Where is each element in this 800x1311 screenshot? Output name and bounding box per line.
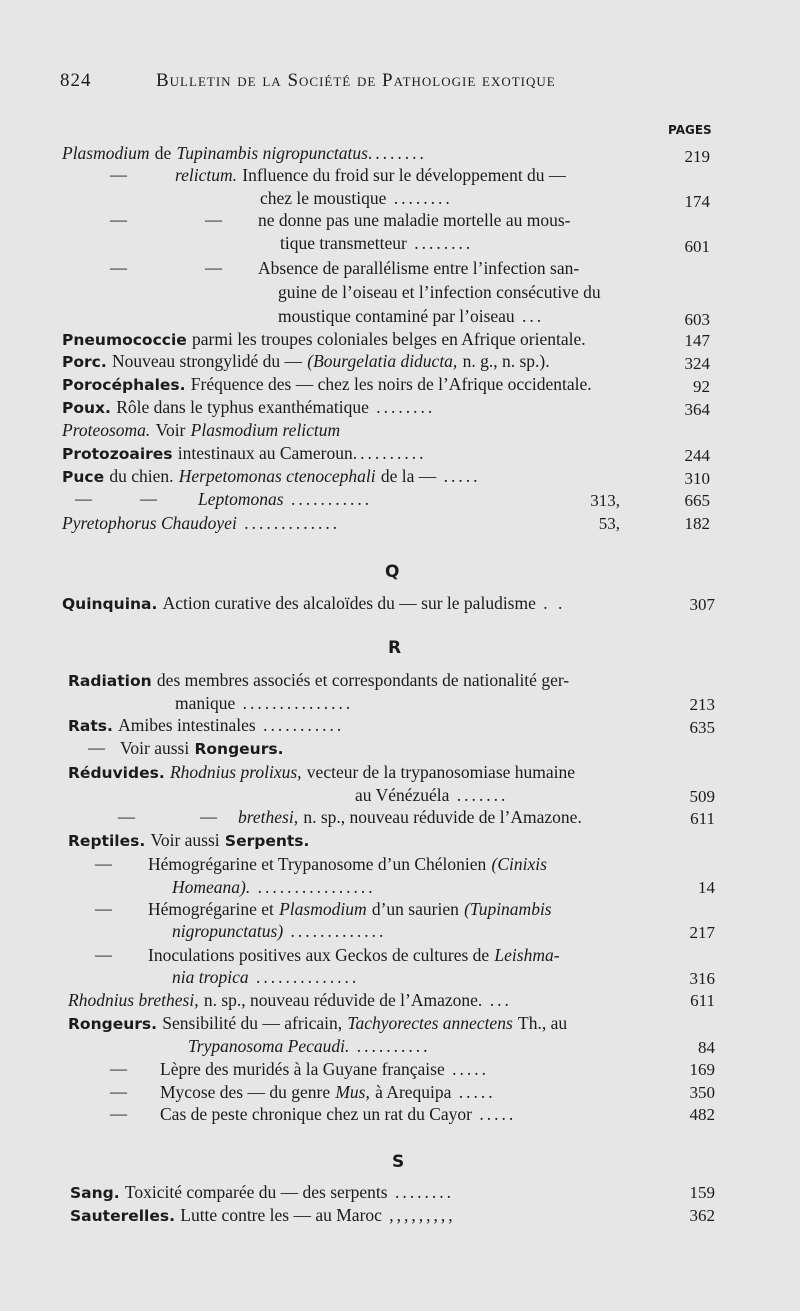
index-entry: Pneumococcie parmi les troupes coloniales belges en Afrique orientale.: [62, 329, 586, 349]
page-number: 824: [60, 70, 92, 91]
dash-mark: —: [110, 1104, 127, 1123]
dash-mark: —: [95, 854, 112, 873]
page-ref: 350: [689, 1083, 715, 1102]
page-ref: 84: [698, 1038, 715, 1057]
index-entry: Leptomonas ...........: [198, 489, 373, 509]
section-letter-r: R: [388, 638, 402, 658]
dash-mark: —: [110, 1059, 127, 1078]
running-header: [60, 70, 660, 98]
index-entry: au Vénézuéla .......: [355, 785, 509, 805]
dash-mark: —: [75, 489, 92, 508]
page-ref: 307: [689, 595, 715, 614]
index-entry: Reptiles. Voir aussi Serpents.: [68, 830, 310, 850]
page-ref: 324: [684, 354, 710, 373]
dash-mark: —: [110, 210, 127, 229]
page-ref: 169: [689, 1060, 715, 1079]
index-entry: Rhodnius brethesi, n. sp., nouveau réduvide de l’Amazone. ...: [68, 990, 512, 1010]
dash-mark: —: [118, 807, 135, 826]
index-entry: Rongeurs. Sensibilité du — africain, Tachyorectes annectens Th., au: [68, 1013, 568, 1033]
index-entry: Cas de peste chronique chez un rat du Cayor .....: [160, 1104, 517, 1124]
page-ref: 635: [689, 718, 715, 737]
journal-title: Bulletin de la Société de Pathologie exotique: [156, 70, 556, 91]
page-ref: 611: [690, 991, 715, 1010]
index-entry: Radiation des membres associés et correspondants de nationalité ger-: [68, 670, 570, 690]
page-ref: 603: [684, 310, 710, 329]
index-entry: relictum. Influence du froid sur le développement du —: [175, 165, 567, 185]
page-ref: 213: [689, 695, 715, 714]
index-entry: Sang. Toxicité comparée du — des serpents ........: [70, 1182, 454, 1202]
index-entry: tique transmetteur ........: [280, 233, 474, 253]
dash-mark: —: [95, 945, 112, 964]
dash-mark: —: [200, 807, 217, 826]
index-entry: Réduvides. Rhodnius prolixus, vecteur de la trypanosomiase humaine: [68, 762, 576, 782]
index-entry: Poux. Rôle dans le typhus exanthématique ........: [62, 397, 436, 417]
index-entry: Rats. Amibes intestinales ...........: [68, 715, 345, 735]
page-ref: 174: [684, 192, 710, 211]
index-entry: Homeana). ................: [172, 877, 376, 897]
page-ref: 362: [689, 1206, 715, 1225]
dash-mark: —: [110, 165, 127, 184]
page-ref: 601: [684, 237, 710, 256]
index-entry: brethesi, n. sp., nouveau réduvide de l’Amazone.: [238, 807, 582, 827]
index-entry: Voir aussi Rongeurs.: [120, 738, 284, 758]
page-ref: 509: [689, 787, 715, 806]
index-entry: Hémogrégarine et Trypanosome d’un Chélonien (Cinixis: [148, 854, 547, 874]
dash-mark: —: [110, 1082, 127, 1101]
index-entry: Puce du chien. Herpetomonas ctenocephali de la — .....: [62, 466, 481, 486]
page-ref: 53,: [598, 514, 620, 533]
dash-mark: —: [205, 210, 222, 229]
page-ref: 611: [690, 809, 715, 828]
index-entry: Proteosoma. Voir Plasmodium relictum: [62, 420, 341, 440]
index-entry: ne donne pas une maladie mortelle au mous-: [258, 210, 571, 230]
section-letter-q: Q: [385, 562, 400, 582]
pages-column-label: PAGES: [668, 123, 712, 137]
page-ref: 217: [689, 923, 715, 942]
index-entry: Mycose des — du genre Mus, à Arequipa .....: [160, 1082, 496, 1102]
index-entry: Pyretophorus Chaudoyei .............: [62, 513, 341, 533]
index-entry: Sauterelles. Lutte contre les — au Maroc ,,,,,,,,,: [70, 1205, 456, 1225]
index-entry: chez le moustique ........: [260, 188, 453, 208]
page-ref: 665: [684, 491, 710, 510]
index-entry: manique ...............: [175, 693, 354, 713]
index-entry: nigropunctatus) .............: [172, 921, 387, 941]
page-ref: 316: [689, 969, 715, 988]
section-letter-s: S: [392, 1152, 405, 1172]
index-entry: Porocéphales. Fréquence des — chez les noirs de l’Afrique occidentale.: [62, 374, 592, 394]
page-ref: 14: [698, 878, 715, 897]
dash-mark: —: [110, 258, 127, 277]
index-entry: Lèpre des muridés à la Guyane française .....: [160, 1059, 489, 1079]
index-entry: Protozoaires intestinaux au Cameroun..........: [62, 443, 427, 463]
index-entry: Plasmodium de Tupinambis nigropunctatus........: [62, 143, 427, 163]
page-ref: 313,: [590, 491, 620, 510]
index-entry: Trypanosoma Pecaudi. ..........: [188, 1036, 431, 1056]
page-ref: 182: [684, 514, 710, 533]
page-ref: 244: [684, 446, 710, 465]
page-ref: 219: [684, 147, 710, 166]
page-ref: 482: [689, 1105, 715, 1124]
page-ref: 159: [689, 1183, 715, 1202]
index-entry: Quinquina. Action curative des alcaloïdes du — sur le paludisme . .: [62, 593, 566, 613]
dash-mark: —: [95, 899, 112, 918]
dash-mark: —: [140, 489, 157, 508]
index-entry: Porc. Nouveau strongylidé du — (Bourgelatia diducta, n. g., n. sp.).: [62, 351, 550, 371]
page-ref: 310: [684, 469, 710, 488]
index-entry: Inoculations positives aux Geckos de cultures de Leishma-: [148, 945, 560, 965]
index-entry: moustique contaminé par l’oiseau ...: [278, 306, 545, 326]
page-ref: 92: [693, 377, 710, 396]
index-entry: nia tropica ..............: [172, 967, 360, 987]
page-ref: 364: [684, 400, 710, 419]
index-entry: guine de l’oiseau et l’infection consécutive du: [278, 282, 601, 302]
index-entry: Hémogrégarine et Plasmodium d’un saurien (Tupinambis: [148, 899, 552, 919]
page-ref: 147: [684, 331, 710, 350]
dash-mark: —: [88, 738, 105, 757]
dash-mark: —: [205, 258, 222, 277]
index-entry: Absence de parallélisme entre l’infection san-: [258, 258, 580, 278]
